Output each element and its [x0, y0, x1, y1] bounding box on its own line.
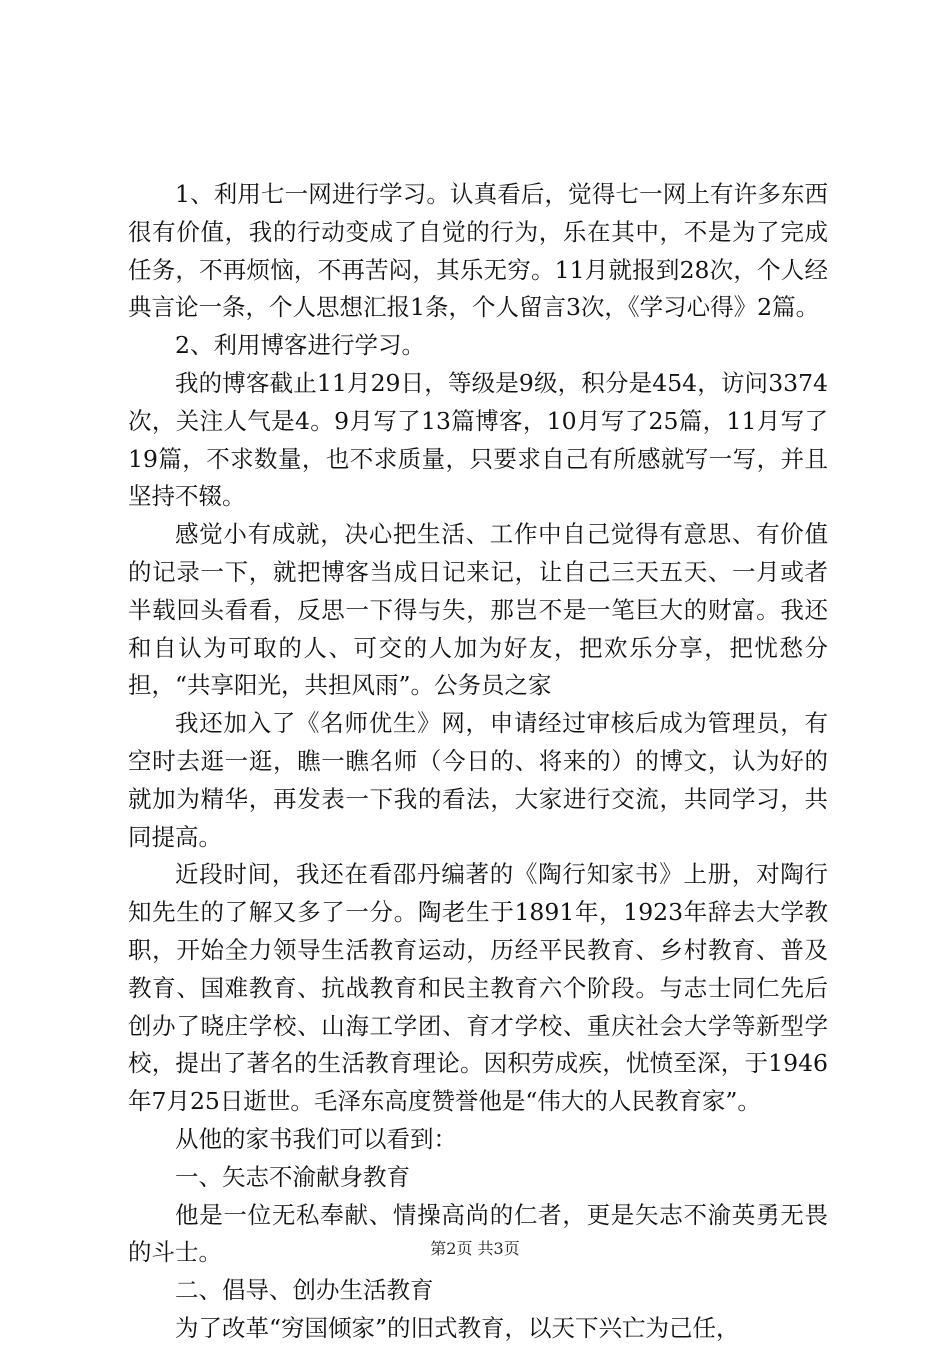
- paragraph-6: 近段时间，我还在看邵丹编著的《陶行知家书》上册，对陶行知先生的了解又多了一分。陶老生于1891年，1923年辞去大学教职，开始全力领导生活教育运动，历经平民教育、乡村教育、普及教育、国难教育、抗战教育和民主教育六个阶段。与志士同仁先后创办了晓庄学校、山海工学团、育才学校、重庆社会大学等新型学校，提出了著名的生活教育理论。因积劳成疾，忧愤至深，于1946年7月25日逝世。毛泽东高度赞誉他是“伟大的人民教育家”。: [128, 860, 828, 1116]
- section-heading-2: 二、倡导、创办生活教育: [175, 1276, 434, 1305]
- paragraph-4: 感觉小有成就，决心把生活、工作中自己觉得有意思、有价值的记录一下，就把博客当成日记来记，让自己三天五天、一月或者半载回头看看，反思一下得与失，那岂不是一笔巨大的财富。我还和自认为可取的人、可交的人加为好友，把欢乐分享，把忧愁分担，“共享阳光，共担风雨”。公务员之家: [128, 520, 828, 700]
- paragraph-8: 他是一位无私奉献、情操高尚的仁者，更是矢志不渝英勇无畏的斗士。: [128, 1200, 828, 1267]
- paragraph-2: 2、利用博客进行学习。: [175, 331, 425, 360]
- section-heading-1: 一、矢志不渝献身教育: [175, 1162, 410, 1191]
- paragraph-5: 我还加入了《名师优生》网，申请经过审核后成为管理员，有空时去逛一逛，瞧一瞧名师（今日的、将来的）的博文，认为好的就加为精华，再发表一下我的看法，大家进行交流，共同学习，共同提高。: [128, 709, 828, 851]
- paragraph-1: 1、利用七一网进行学习。认真看后，觉得七一网上有许多东西很有价值，我的行动变成了自觉的行为，乐在其中，不是为了完成任务，不再烦恼，不再苦闷，其乐无穷。11月就报到28次，个人经典言论一条，个人思想汇报1条，个人留言3次，《学习心得》2篇。: [128, 180, 828, 322]
- paragraph-3: 我的博客截止11月29日，等级是9级，积分是454，访问3374次，关注人气是4。9月写了13篇博客，10月写了25篇，11月写了19篇，不求数量，也不求质量，只要求自己有所感就写一写，并且坚持不辍。: [128, 368, 828, 511]
- page-footer: 第2页 共3页: [430, 1239, 520, 1258]
- paragraph-7: 从他的家书我们可以看到：: [175, 1124, 457, 1153]
- paragraph-9: 为了改革“穷国倾家”的旧式教育，以天下兴亡为己任，: [175, 1313, 740, 1342]
- document-body: [128, 176, 828, 1348]
